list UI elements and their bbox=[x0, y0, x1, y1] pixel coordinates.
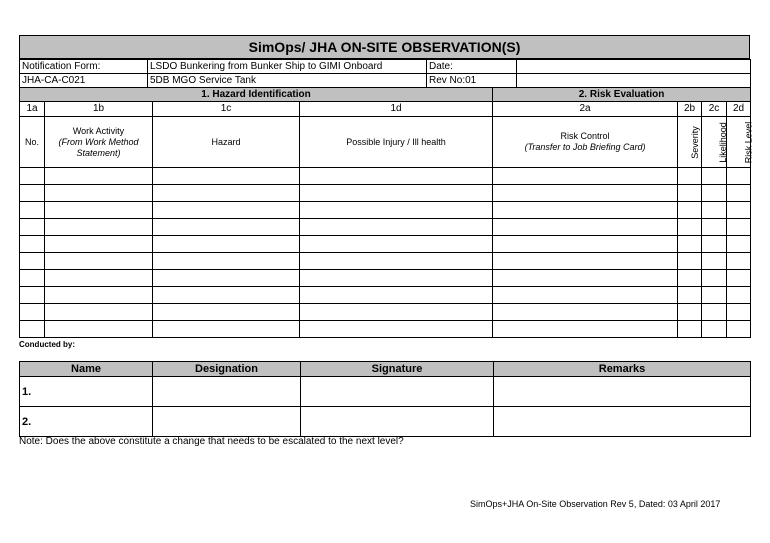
table-cell[interactable] bbox=[727, 185, 751, 202]
table-cell[interactable] bbox=[45, 185, 153, 202]
table-cell[interactable] bbox=[300, 168, 493, 185]
table-cell[interactable] bbox=[678, 185, 702, 202]
table-cell[interactable] bbox=[702, 185, 727, 202]
table-cell[interactable] bbox=[678, 168, 702, 185]
table-cell[interactable] bbox=[702, 236, 727, 253]
table-cell[interactable] bbox=[702, 168, 727, 185]
table-cell[interactable] bbox=[493, 219, 678, 236]
table-cell[interactable] bbox=[153, 168, 300, 185]
column-code: 1b bbox=[45, 102, 153, 117]
table-cell[interactable] bbox=[678, 321, 702, 338]
header-no: No. bbox=[20, 117, 45, 168]
column-code: 1a bbox=[20, 102, 45, 117]
header-remarks: Remarks bbox=[494, 362, 751, 377]
table-cell[interactable] bbox=[300, 219, 493, 236]
table-cell[interactable] bbox=[678, 219, 702, 236]
header-hazard: Hazard bbox=[153, 117, 300, 168]
conducted-row-number[interactable]: 1. bbox=[20, 377, 153, 407]
table-cell[interactable] bbox=[727, 270, 751, 287]
table-cell[interactable] bbox=[300, 202, 493, 219]
task-description-line2: 5DB MGO Service Tank bbox=[148, 74, 427, 88]
table-cell[interactable] bbox=[702, 253, 727, 270]
table-row bbox=[20, 304, 751, 321]
table-row bbox=[20, 185, 751, 202]
table-cell[interactable] bbox=[20, 219, 45, 236]
column-code: 2a bbox=[493, 102, 678, 117]
table-cell[interactable] bbox=[702, 287, 727, 304]
table-cell[interactable] bbox=[678, 253, 702, 270]
date-field[interactable] bbox=[517, 60, 751, 74]
table-cell[interactable] bbox=[493, 185, 678, 202]
header-risk-level: Risk Level bbox=[727, 117, 751, 168]
table-cell[interactable] bbox=[493, 253, 678, 270]
table-row bbox=[20, 219, 751, 236]
conducted-by-label: Conducted by: bbox=[19, 340, 75, 349]
table-cell[interactable] bbox=[678, 287, 702, 304]
table-cell[interactable] bbox=[493, 304, 678, 321]
table-cell[interactable] bbox=[678, 236, 702, 253]
table-cell[interactable] bbox=[727, 202, 751, 219]
table-cell[interactable] bbox=[702, 219, 727, 236]
table-row bbox=[20, 253, 751, 270]
notification-form-label: Notification Form: bbox=[20, 60, 148, 74]
column-code: 2d bbox=[727, 102, 751, 117]
header-name: Name bbox=[20, 362, 153, 377]
form-info-table bbox=[19, 59, 751, 88]
table-row bbox=[20, 202, 751, 219]
table-cell[interactable] bbox=[678, 270, 702, 287]
table-cell[interactable] bbox=[153, 202, 300, 219]
table-cell[interactable] bbox=[727, 253, 751, 270]
header-severity: Severity bbox=[678, 117, 702, 168]
table-cell[interactable] bbox=[678, 304, 702, 321]
table-cell[interactable] bbox=[727, 236, 751, 253]
section-risk-evaluation: 2. Risk Evaluation bbox=[493, 88, 751, 102]
conducted-by-table bbox=[19, 361, 751, 437]
table-cell[interactable] bbox=[45, 236, 153, 253]
table-cell[interactable] bbox=[20, 168, 45, 185]
table-cell[interactable] bbox=[702, 270, 727, 287]
table-cell[interactable] bbox=[493, 287, 678, 304]
table-cell[interactable] bbox=[300, 304, 493, 321]
form-code: JHA-CA-C021 bbox=[20, 74, 148, 88]
table-cell[interactable] bbox=[702, 321, 727, 338]
table-cell[interactable] bbox=[727, 219, 751, 236]
table-cell[interactable] bbox=[300, 287, 493, 304]
table-cell[interactable] bbox=[153, 321, 300, 338]
table-cell[interactable] bbox=[45, 270, 153, 287]
table-cell[interactable] bbox=[300, 270, 493, 287]
table-cell[interactable] bbox=[20, 270, 45, 287]
table-cell[interactable] bbox=[153, 253, 300, 270]
table-cell[interactable] bbox=[153, 287, 300, 304]
escalation-note: Note: Does the above constitute a change that needs to be escalated to the next level? bbox=[19, 436, 404, 447]
designation-field[interactable] bbox=[153, 407, 301, 437]
table-cell[interactable] bbox=[20, 287, 45, 304]
table-cell[interactable] bbox=[45, 168, 153, 185]
column-code: 1c bbox=[153, 102, 300, 117]
table-cell[interactable] bbox=[153, 219, 300, 236]
table-cell[interactable] bbox=[45, 253, 153, 270]
table-cell[interactable] bbox=[727, 304, 751, 321]
table-row bbox=[20, 270, 751, 287]
table-cell[interactable] bbox=[702, 304, 727, 321]
header-possible-injury: Possible Injury / Ill health bbox=[300, 117, 493, 168]
table-cell[interactable] bbox=[20, 304, 45, 321]
table-row bbox=[20, 236, 751, 253]
designation-field[interactable] bbox=[153, 377, 301, 407]
table-row bbox=[20, 321, 751, 338]
header-work-activity: Work Activity (From Work Method Statement) bbox=[45, 117, 153, 168]
header-risk-control: Risk Control (Transfer to Job Briefing Card) bbox=[493, 117, 678, 168]
task-description-line1: LSDO Bunkering from Bunker Ship to GIMI Onboard bbox=[148, 60, 427, 74]
table-cell[interactable] bbox=[45, 219, 153, 236]
table-cell[interactable] bbox=[300, 321, 493, 338]
table-cell[interactable] bbox=[45, 202, 153, 219]
hazard-risk-table bbox=[19, 87, 754, 338]
signature-field[interactable] bbox=[301, 407, 494, 437]
table-cell[interactable] bbox=[702, 202, 727, 219]
table-cell[interactable] bbox=[153, 185, 300, 202]
header-designation: Designation bbox=[153, 362, 301, 377]
table-cell[interactable] bbox=[45, 287, 153, 304]
table-cell[interactable] bbox=[727, 287, 751, 304]
table-cell[interactable] bbox=[20, 236, 45, 253]
rev-no-field[interactable] bbox=[517, 74, 751, 88]
header-signature: Signature bbox=[301, 362, 494, 377]
table-cell[interactable] bbox=[493, 202, 678, 219]
table-cell[interactable] bbox=[493, 270, 678, 287]
table-cell[interactable] bbox=[300, 253, 493, 270]
table-cell[interactable] bbox=[493, 236, 678, 253]
table-cell[interactable] bbox=[153, 270, 300, 287]
table-row bbox=[20, 287, 751, 304]
table-cell[interactable] bbox=[20, 253, 45, 270]
signature-field[interactable] bbox=[301, 377, 494, 407]
table-cell[interactable] bbox=[45, 321, 153, 338]
table-cell[interactable] bbox=[20, 202, 45, 219]
table-body bbox=[20, 168, 751, 338]
table-cell[interactable] bbox=[153, 304, 300, 321]
table-cell[interactable] bbox=[727, 168, 751, 185]
header-likelihood: Likelihood bbox=[702, 117, 727, 168]
table-cell[interactable] bbox=[678, 202, 702, 219]
table-cell[interactable] bbox=[20, 321, 45, 338]
rev-no-label: Rev No:01 bbox=[427, 74, 517, 88]
footer-revision: SimOps+JHA On-Site Observation Rev 5, Dated: 03 April 2017 bbox=[470, 499, 721, 509]
table-cell[interactable] bbox=[300, 236, 493, 253]
table-cell[interactable] bbox=[20, 185, 45, 202]
table-cell[interactable] bbox=[493, 168, 678, 185]
table-cell[interactable] bbox=[727, 321, 751, 338]
table-cell[interactable] bbox=[300, 185, 493, 202]
remarks-field[interactable] bbox=[494, 407, 751, 437]
date-label: Date: bbox=[427, 60, 517, 74]
form-title: SimOps/ JHA ON-SITE OBSERVATION(S) bbox=[19, 35, 750, 59]
column-code: 1d bbox=[300, 102, 493, 117]
column-code: 2c bbox=[702, 102, 727, 117]
conducted-row-number[interactable]: 2. bbox=[20, 407, 153, 437]
table-row bbox=[20, 168, 751, 185]
section-hazard-identification: 1. Hazard Identification bbox=[20, 88, 493, 102]
table-cell[interactable] bbox=[45, 304, 153, 321]
table-cell[interactable] bbox=[153, 236, 300, 253]
table-cell[interactable] bbox=[493, 321, 678, 338]
column-code: 2b bbox=[678, 102, 702, 117]
remarks-field[interactable] bbox=[494, 377, 751, 407]
